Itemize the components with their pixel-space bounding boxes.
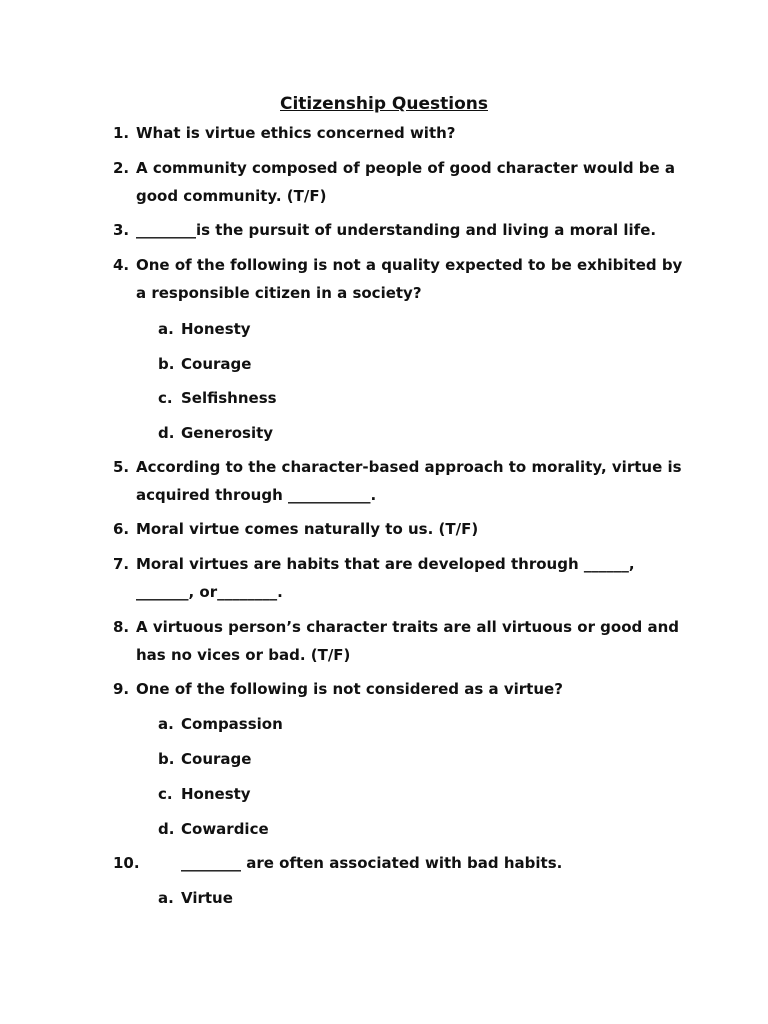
option-text: Courage: [181, 750, 252, 768]
question-5: [113, 454, 683, 509]
question-8: [113, 614, 683, 669]
option-4a: [158, 317, 251, 341]
question-6: [113, 516, 683, 544]
question-text: According to the character-based approach to morality, virtue is acquired through ___________.: [136, 458, 682, 504]
question-number: 1.: [113, 124, 130, 142]
option-10a: [158, 886, 233, 910]
option-letter: c.: [158, 389, 173, 407]
question-number: 3.: [113, 221, 130, 239]
option-text: Cowardice: [181, 820, 269, 838]
question-text: One of the following is not a quality expected to be exhibited by a responsible citizen in a society?: [136, 256, 683, 302]
option-text: Virtue: [181, 889, 233, 907]
question-text: Moral virtue comes naturally to us. (T/F): [136, 520, 479, 538]
option-letter: a.: [158, 715, 174, 733]
option-letter: d.: [158, 820, 175, 838]
question-number: 8.: [113, 618, 130, 636]
option-9d: [158, 817, 269, 841]
question-number: 6.: [113, 520, 130, 538]
question-number: 7.: [113, 555, 130, 573]
option-text: Courage: [181, 355, 252, 373]
document-title: Citizenship Questions: [280, 94, 488, 114]
option-9c: [158, 782, 251, 806]
option-letter: b.: [158, 355, 175, 373]
question-text: One of the following is not considered as a virtue?: [136, 680, 563, 698]
question-number: 5.: [113, 458, 130, 476]
option-9a: [158, 712, 283, 736]
option-4d: [158, 421, 273, 445]
question-9: [113, 676, 683, 704]
option-letter: c.: [158, 785, 173, 803]
question-text: Moral virtues are habits that are developed through ______, _______, or________.: [136, 555, 635, 601]
option-letter: a.: [158, 320, 174, 338]
option-text: Generosity: [181, 424, 274, 442]
option-letter: b.: [158, 750, 175, 768]
question-text: ________ are often associated with bad habits.: [181, 854, 563, 872]
question-text: A community composed of people of good character would be a good community. (T/F): [136, 159, 676, 205]
question-text: ________is the pursuit of understanding and living a moral life.: [136, 221, 657, 239]
question-text: What is virtue ethics concerned with?: [136, 124, 456, 142]
question-4: [113, 252, 683, 307]
option-4c: [158, 386, 277, 410]
question-7: [113, 551, 683, 606]
option-4b: [158, 352, 251, 376]
option-text: Honesty: [181, 785, 251, 803]
question-10: [113, 850, 683, 878]
option-letter: d.: [158, 424, 175, 442]
question-3: [113, 217, 683, 245]
option-9b: [158, 747, 251, 771]
question-number: 9.: [113, 680, 130, 698]
question-text: A virtuous person’s character traits are all virtuous or good and has no vices or bad. (T/F): [136, 618, 680, 664]
question-2: [113, 155, 683, 210]
question-1: [113, 120, 683, 148]
question-number: 2.: [113, 159, 130, 177]
option-text: Compassion: [181, 715, 283, 733]
option-text: Honesty: [181, 320, 251, 338]
question-number: 4.: [113, 256, 130, 274]
option-text: Selfishness: [181, 389, 277, 407]
option-letter: a.: [158, 889, 174, 907]
question-number: 10.: [113, 854, 140, 872]
